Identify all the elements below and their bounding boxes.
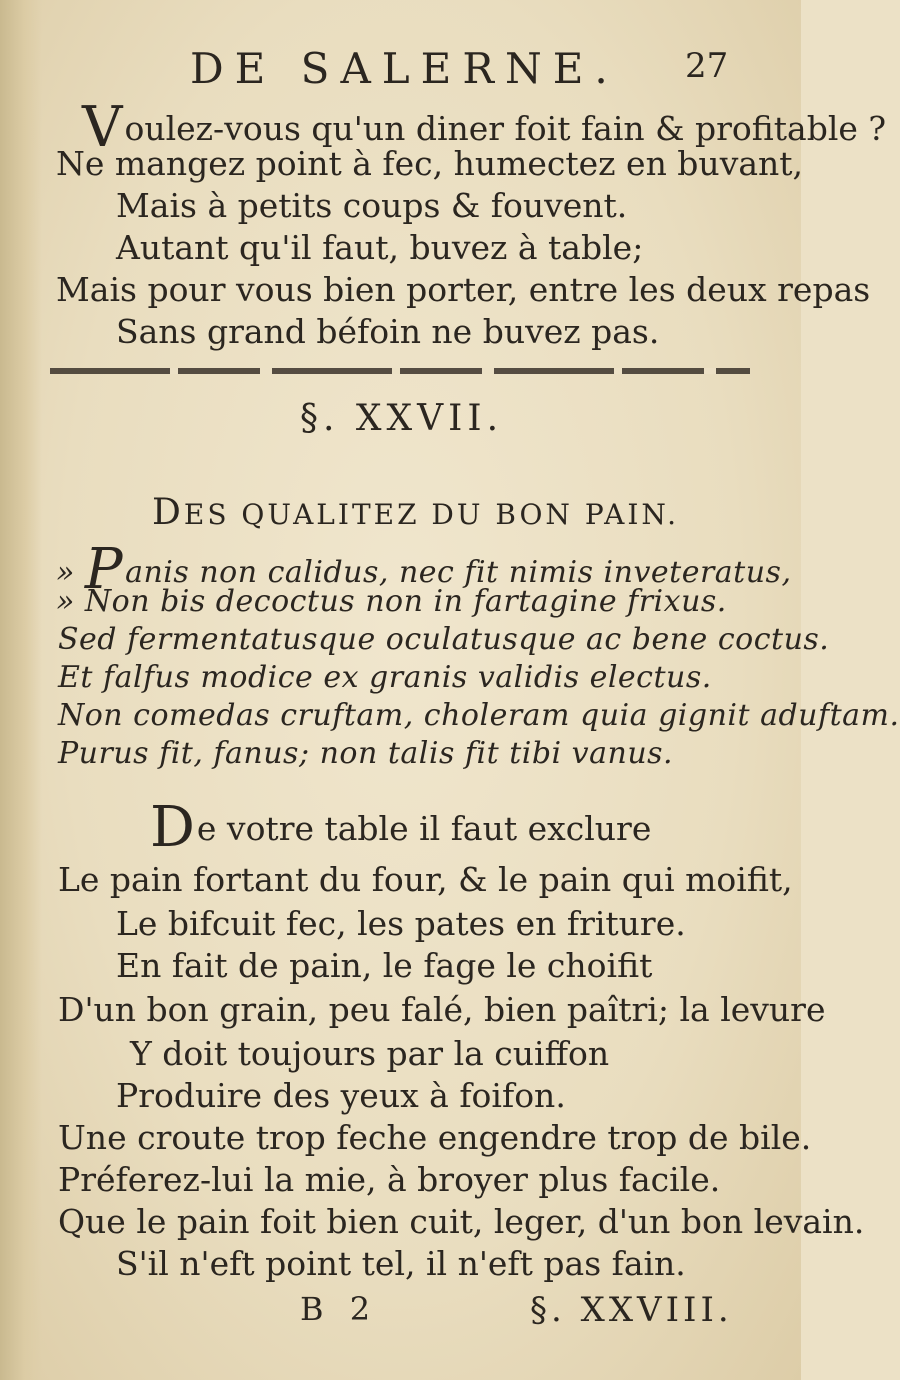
poem2-line-6: Y doit toujours par la cuiffon: [130, 1034, 610, 1073]
poem2-line-4: En fait de pain, le fage le choifit: [116, 946, 653, 985]
latin-line-1-text: anis non calidus, nec fit nimis inveteratus,: [125, 555, 792, 590]
poem2-line-8: Une croute trop feche engendre trop de bile.: [58, 1118, 812, 1157]
poem2-line-2: Le pain fortant du four, & le pain qui moifit,: [58, 860, 793, 899]
header-title: DE SALERNE.: [190, 44, 619, 93]
catchword: §. XXVIII.: [530, 1290, 733, 1330]
poem2-dropcap: D: [150, 795, 195, 860]
section-heading-text: ES QUALITEZ DU BON PAIN.: [183, 498, 679, 531]
poem1-dropcap: V: [82, 95, 123, 160]
latin-dropcap: P: [84, 537, 124, 602]
poem1-line-3: Mais à petits coups & fouvent.: [116, 186, 628, 225]
poem2-line-5: D'un bon grain, peu falé, bien paîtri; la levure: [58, 990, 826, 1029]
signature-mark: B 2: [300, 1290, 379, 1328]
quote-mark: »: [56, 555, 75, 590]
latin-line-6: Purus fit, fanus; non talis fit tibi vanus.: [58, 736, 674, 771]
section-heading-cap: D: [152, 492, 184, 533]
poem1-line-2: Ne mangez point à fec, humectez en buvant,: [56, 144, 804, 183]
latin-line-2-text: Non bis decoctus non in fartagine frixus.: [84, 584, 727, 619]
section-number: §. XXVII.: [300, 398, 504, 439]
poem1-line-1-text: oulez-vous qu'un diner foit fain & profitable ?: [124, 109, 887, 148]
latin-line-3: Sed fermentatusque oculatusque ac bene coctus.: [58, 622, 830, 657]
poem2-line-9: Préferez-lui la mie, à broyer plus facile.: [58, 1160, 721, 1199]
latin-line-2: [56, 584, 727, 619]
poem1-line-6: Sans grand béfoin ne buvez pas.: [116, 312, 660, 351]
poem1-line-4: Autant qu'il faut, buvez à table;: [116, 228, 644, 267]
page-number: 27: [685, 46, 729, 86]
latin-line-5: Non comedas cruftam, choleram quia gignit aduftam.: [58, 698, 900, 733]
poem2-line-1-text: e votre table il faut exclure: [196, 809, 652, 848]
quote-mark: »: [56, 584, 75, 619]
section-divider: [50, 368, 750, 374]
poem2-line-1: [150, 795, 652, 860]
poem2-line-10: Que le pain foit bien cuit, leger, d'un bon levain.: [58, 1202, 865, 1241]
page-edge-shadow: [0, 0, 42, 1380]
running-header: [150, 44, 750, 94]
section-heading: [152, 492, 679, 533]
latin-line-4: Et falfus modice ex granis validis electus.: [58, 660, 712, 695]
poem2-line-3: Le bifcuit fec, les pates en friture.: [116, 904, 686, 943]
poem2-line-11: S'il n'eft point tel, il n'eft pas fain.: [116, 1244, 686, 1283]
poem1-line-5: Mais pour vous bien porter, entre les deux repas: [56, 270, 871, 309]
poem2-line-7: Produire des yeux à foifon.: [116, 1076, 566, 1115]
